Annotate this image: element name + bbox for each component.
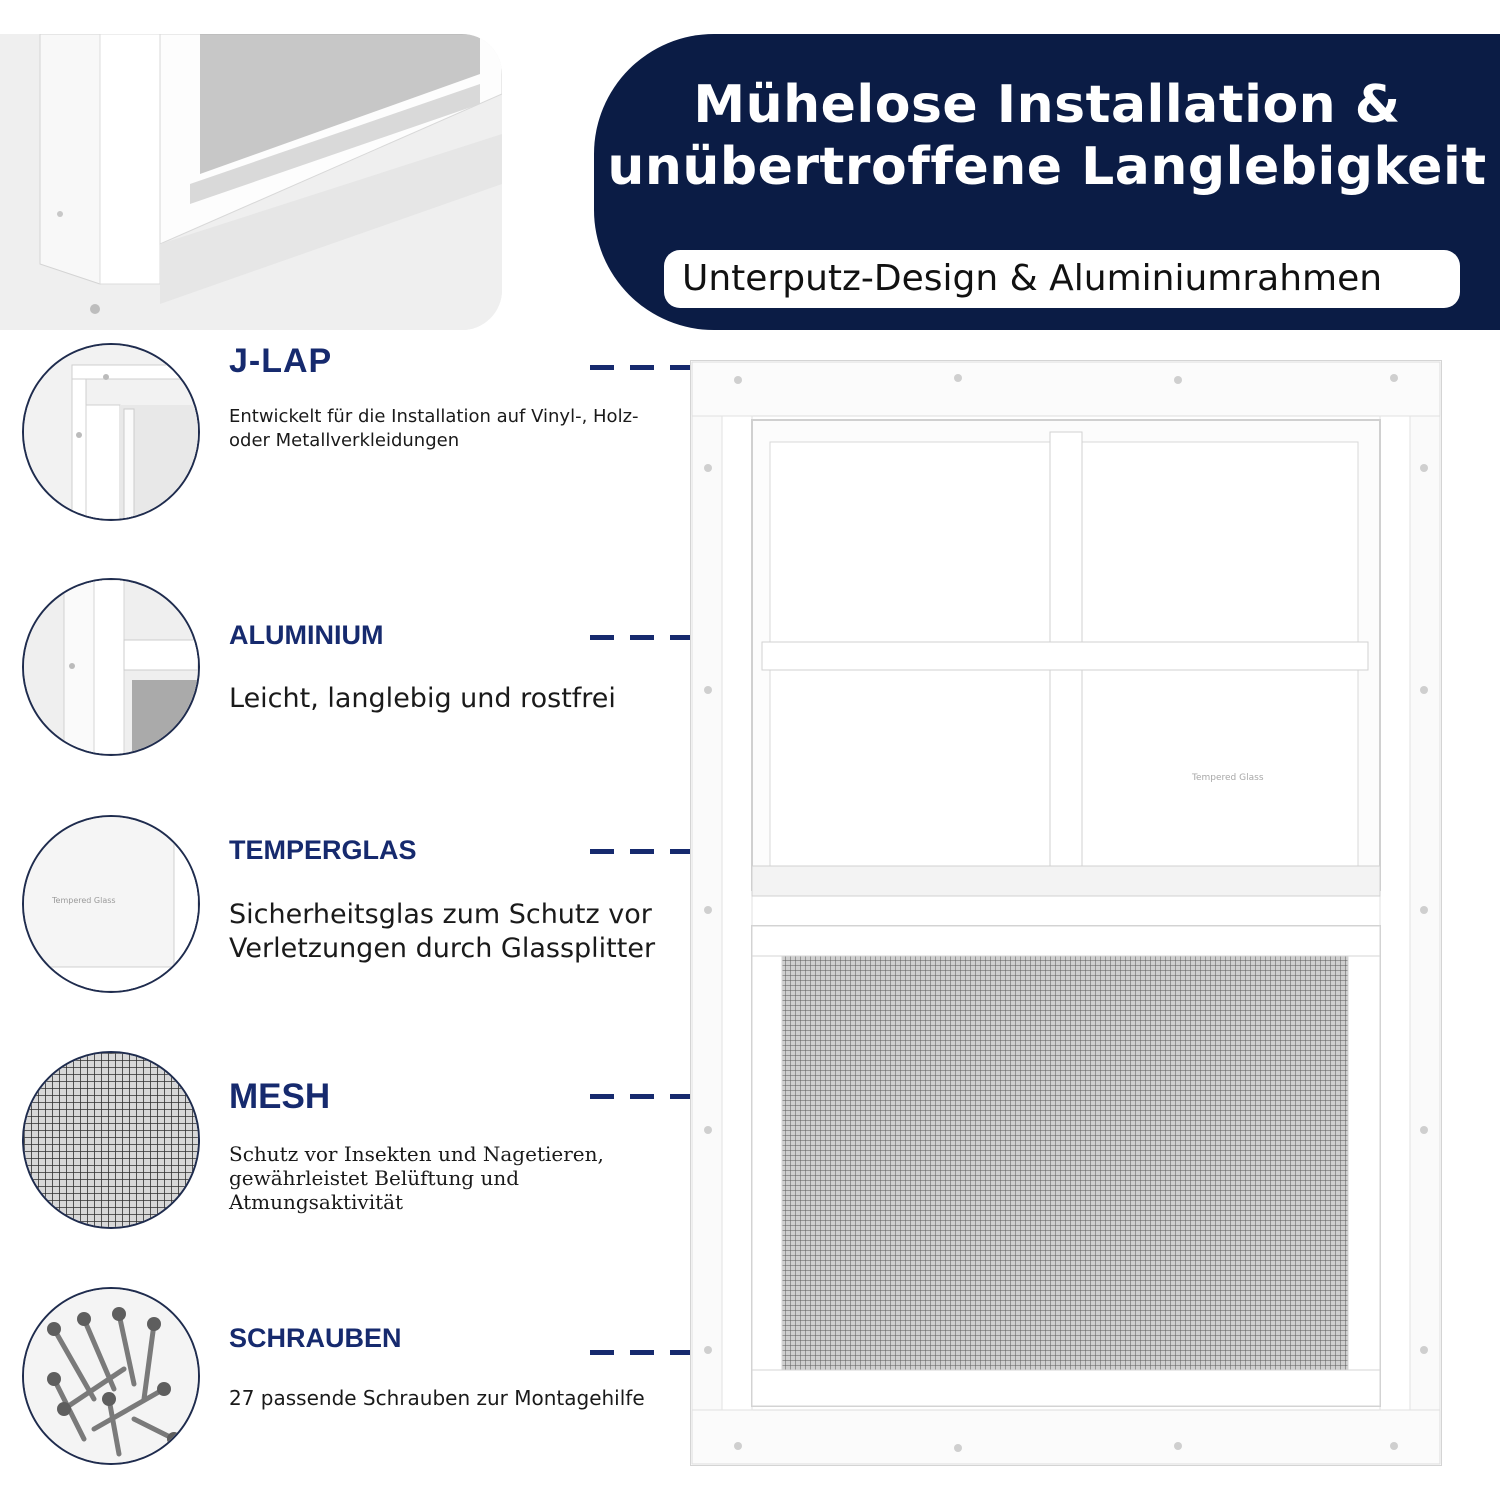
- tempered-glass-icon: [22, 815, 200, 993]
- feature-desc-mesh-line-2: gewährleistet Belüftung und: [229, 1166, 520, 1190]
- feature-desc-schrauben: [229, 1385, 645, 1411]
- aluminium-frame-icon: [22, 578, 200, 756]
- headline-line-2: unübertroffene Langlebigkeit: [607, 137, 1487, 197]
- feature-desc-mesh-line-1: Schutz vor Insekten und Nagetieren,: [229, 1142, 604, 1166]
- headline: [594, 74, 1500, 198]
- product-window-image: [690, 360, 1442, 1466]
- header-banner: [594, 34, 1500, 330]
- feature-desc-j-lap: [229, 405, 639, 453]
- feature-title-aluminium: ALUMINIUM: [229, 620, 384, 650]
- feature-title-j-lap: J-LAP: [229, 342, 333, 380]
- feature-desc-mesh: [229, 1142, 604, 1214]
- feature-desc-aluminium-line-1: Leicht, langlebig und rostfrei: [229, 683, 616, 714]
- feature-desc-j-lap-line-1: Entwickelt für die Installation auf Vinyl-, Holz-: [229, 406, 639, 427]
- feature-title-schrauben: SCHRAUBEN: [229, 1323, 402, 1353]
- mesh-screen-icon: [22, 1051, 200, 1229]
- subtitle: Unterputz-Design & Aluminiumrahmen: [682, 258, 1383, 299]
- screws-icon: [22, 1287, 200, 1465]
- product-glass-label: Tempered Glass: [1192, 773, 1264, 783]
- j-lap-frame-icon: [22, 343, 200, 521]
- feature-title-temperglas: TEMPERGLAS: [229, 835, 417, 865]
- thumb-glass-label: Tempered Glass: [52, 896, 116, 905]
- feature-desc-mesh-line-3: Atmungsaktivität: [229, 1190, 404, 1214]
- feature-desc-schrauben-line-1: 27 passende Schrauben zur Montagehilfe: [229, 1386, 645, 1410]
- feature-desc-temperglas: [229, 898, 655, 966]
- headline-line-1: Mühelose Installation &: [693, 75, 1401, 135]
- feature-desc-temperglas-line-2: Verletzungen durch Glassplitter: [229, 933, 656, 964]
- subtitle-pill: [664, 250, 1460, 308]
- feature-desc-j-lap-line-2: oder Metallverkleidungen: [229, 430, 460, 451]
- hero-photo-window-corner: [0, 34, 502, 330]
- feature-title-mesh: MESH: [229, 1077, 331, 1116]
- feature-desc-aluminium: [229, 682, 616, 716]
- feature-desc-temperglas-line-1: Sicherheitsglas zum Schutz vor: [229, 899, 652, 930]
